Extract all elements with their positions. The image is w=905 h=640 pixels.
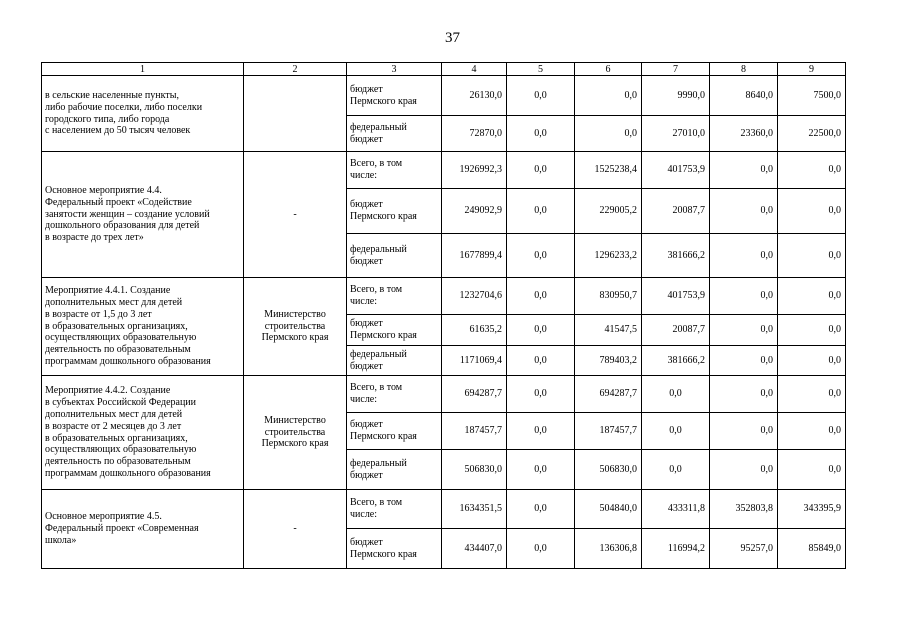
- column-header: 9: [778, 63, 846, 76]
- value-cell: 1296233,2: [575, 234, 642, 278]
- value-cell: 381666,2: [642, 234, 710, 278]
- column-number-row: [42, 63, 846, 76]
- column-header: 8: [710, 63, 778, 76]
- value-cell: 20087,7: [642, 315, 710, 346]
- column-header: 5: [507, 63, 575, 76]
- executor-cell: Министерство строительства Пермского края: [244, 278, 347, 376]
- value-cell: 0,0: [710, 152, 778, 189]
- table-row: [42, 490, 846, 529]
- value-cell: 27010,0: [642, 116, 710, 152]
- value-cell: 0,0: [778, 152, 846, 189]
- value-cell: 434407,0: [442, 529, 507, 569]
- value-cell: 0,0: [642, 376, 710, 413]
- funding-source: бюджет Пермского края: [347, 413, 442, 450]
- value-cell: 0,0: [507, 376, 575, 413]
- value-cell: 401753,9: [642, 278, 710, 315]
- value-cell: 0,0: [710, 413, 778, 450]
- value-cell: 0,0: [507, 76, 575, 116]
- value-cell: 1171069,4: [442, 346, 507, 376]
- value-cell: 506830,0: [442, 450, 507, 490]
- value-cell: 22500,0: [778, 116, 846, 152]
- value-cell: 352803,8: [710, 490, 778, 529]
- value-cell: 0,0: [642, 450, 710, 490]
- value-cell: 0,0: [710, 189, 778, 234]
- value-cell: 789403,2: [575, 346, 642, 376]
- table-row: [42, 76, 846, 116]
- value-cell: 381666,2: [642, 346, 710, 376]
- value-cell: 0,0: [507, 346, 575, 376]
- value-cell: 0,0: [778, 278, 846, 315]
- funding-source: Всего, в том числе:: [347, 376, 442, 413]
- funding-source: бюджет Пермского края: [347, 189, 442, 234]
- value-cell: 0,0: [710, 346, 778, 376]
- funding-source: Всего, в том числе:: [347, 490, 442, 529]
- value-cell: 1926992,3: [442, 152, 507, 189]
- executor-cell: [244, 76, 347, 152]
- column-header: 1: [42, 63, 244, 76]
- value-cell: 95257,0: [710, 529, 778, 569]
- column-header: 4: [442, 63, 507, 76]
- page-number: 37: [445, 30, 460, 46]
- value-cell: 1634351,5: [442, 490, 507, 529]
- value-cell: 20087,7: [642, 189, 710, 234]
- funding-source: федеральный бюджет: [347, 346, 442, 376]
- funding-source: бюджет Пермского края: [347, 76, 442, 116]
- table-row: [42, 376, 846, 413]
- value-cell: 0,0: [778, 376, 846, 413]
- value-cell: 0,0: [778, 234, 846, 278]
- value-cell: 0,0: [642, 413, 710, 450]
- funding-source: бюджет Пермского края: [347, 529, 442, 569]
- budget-table: [41, 62, 846, 569]
- table-row: [42, 278, 846, 315]
- executor-cell: -: [244, 152, 347, 278]
- value-cell: 229005,2: [575, 189, 642, 234]
- funding-source: Всего, в том числе:: [347, 152, 442, 189]
- value-cell: 343395,9: [778, 490, 846, 529]
- value-cell: 506830,0: [575, 450, 642, 490]
- value-cell: 830950,7: [575, 278, 642, 315]
- activity-description: Мероприятие 4.4.1. Создание дополнительных мест для детей в возрасте от 1,5 до 3 лет в образовательных организациях, осуществляющих образовательную деятельность по образовательным программам дошкольного образования: [42, 278, 244, 376]
- value-cell: 0,0: [778, 315, 846, 346]
- value-cell: 136306,8: [575, 529, 642, 569]
- value-cell: 23360,0: [710, 116, 778, 152]
- value-cell: 0,0: [710, 315, 778, 346]
- value-cell: 0,0: [507, 189, 575, 234]
- value-cell: 694287,7: [575, 376, 642, 413]
- value-cell: 72870,0: [442, 116, 507, 152]
- value-cell: 0,0: [507, 116, 575, 152]
- value-cell: 433311,8: [642, 490, 710, 529]
- executor-cell: Министерство строительства Пермского края: [244, 376, 347, 490]
- value-cell: 7500,0: [778, 76, 846, 116]
- activity-description: Основное мероприятие 4.4. Федеральный проект «Содействие занятости женщин – создание условий дошкольного образования для детей в возрасте до трех лет»: [42, 152, 244, 278]
- value-cell: 26130,0: [442, 76, 507, 116]
- value-cell: 0,0: [778, 450, 846, 490]
- funding-source: федеральный бюджет: [347, 450, 442, 490]
- value-cell: 0,0: [507, 152, 575, 189]
- value-cell: 187457,7: [442, 413, 507, 450]
- column-header: 6: [575, 63, 642, 76]
- value-cell: 61635,2: [442, 315, 507, 346]
- value-cell: 0,0: [778, 189, 846, 234]
- value-cell: 0,0: [507, 278, 575, 315]
- value-cell: 0,0: [507, 315, 575, 346]
- activity-description: в сельские населенные пункты, либо рабочие поселки, либо поселки городского типа, либо города с населением до 50 тысяч человек: [42, 76, 244, 152]
- column-header: 7: [642, 63, 710, 76]
- funding-source: федеральный бюджет: [347, 116, 442, 152]
- value-cell: 187457,7: [575, 413, 642, 450]
- executor-cell: -: [244, 490, 347, 569]
- value-cell: 401753,9: [642, 152, 710, 189]
- table-row: [42, 152, 846, 189]
- value-cell: 0,0: [710, 376, 778, 413]
- value-cell: 116994,2: [642, 529, 710, 569]
- value-cell: 85849,0: [778, 529, 846, 569]
- value-cell: 0,0: [575, 76, 642, 116]
- value-cell: 0,0: [507, 234, 575, 278]
- value-cell: 0,0: [507, 490, 575, 529]
- value-cell: 1525238,4: [575, 152, 642, 189]
- column-header: 3: [347, 63, 442, 76]
- value-cell: 0,0: [507, 413, 575, 450]
- value-cell: 0,0: [710, 450, 778, 490]
- value-cell: 9990,0: [642, 76, 710, 116]
- value-cell: 694287,7: [442, 376, 507, 413]
- value-cell: 0,0: [575, 116, 642, 152]
- activity-description: Основное мероприятие 4.5. Федеральный проект «Современная школа»: [42, 490, 244, 569]
- value-cell: 504840,0: [575, 490, 642, 529]
- value-cell: 41547,5: [575, 315, 642, 346]
- activity-description: Мероприятие 4.4.2. Создание в субъектах Российской Федерации дополнительных мест для детей в возрасте от 2 месяцев до 3 лет в образовательных организациях, осуществляющих образовательную деятельность по образовательным программам дошкольного образования: [42, 376, 244, 490]
- value-cell: 1677899,4: [442, 234, 507, 278]
- value-cell: 0,0: [778, 346, 846, 376]
- value-cell: 8640,0: [710, 76, 778, 116]
- value-cell: 0,0: [778, 413, 846, 450]
- funding-source: Всего, в том числе:: [347, 278, 442, 315]
- value-cell: 1232704,6: [442, 278, 507, 315]
- column-header: 2: [244, 63, 347, 76]
- value-cell: 0,0: [507, 450, 575, 490]
- funding-source: федеральный бюджет: [347, 234, 442, 278]
- value-cell: 249092,9: [442, 189, 507, 234]
- value-cell: 0,0: [710, 278, 778, 315]
- funding-source: бюджет Пермского края: [347, 315, 442, 346]
- value-cell: 0,0: [507, 529, 575, 569]
- value-cell: 0,0: [710, 234, 778, 278]
